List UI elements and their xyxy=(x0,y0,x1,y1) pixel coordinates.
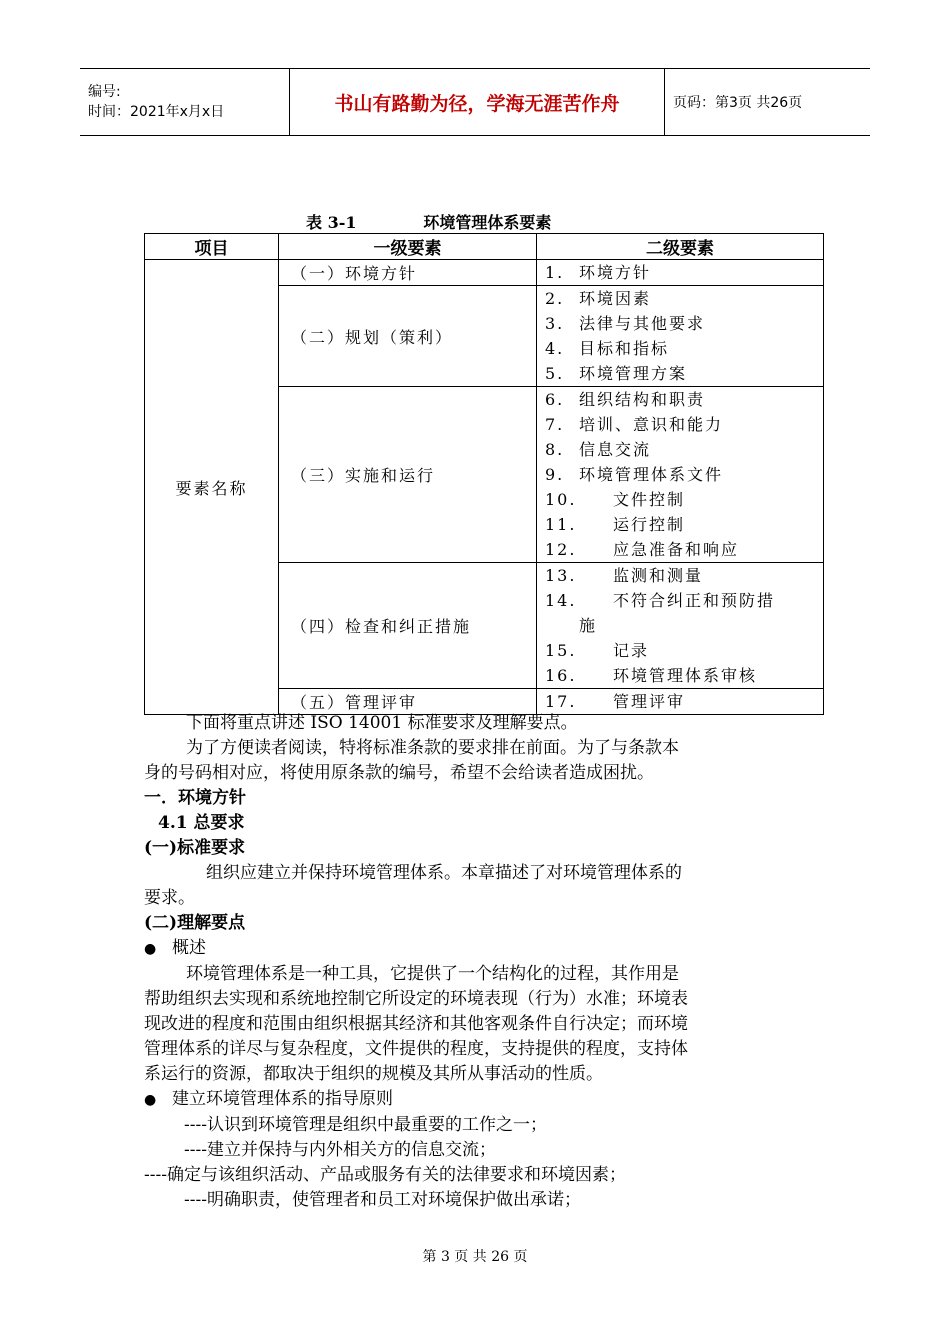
header-level1: 一级要素 xyxy=(279,234,537,260)
dash-item: ----建立并保持与内外相关方的信息交流； xyxy=(184,1140,496,1160)
level2-cell xyxy=(537,260,824,286)
paragraph: 管理体系的详尽与复杂程度，文件提供的程度，支持提供的程度，支持体 xyxy=(144,1039,688,1059)
list-item: 2. 环境因素 xyxy=(545,289,652,308)
paragraph: 身的号码相对应，将使用原条款的编号，希望不会给读者造成困扰。 xyxy=(144,763,654,783)
paragraph: 帮助组织去实现和系统地控制它所设定的环境表现（行为）水准；环境表 xyxy=(144,989,688,1009)
header-level2: 二级要素 xyxy=(537,234,824,260)
dash-item: ----确定与该组织活动、产品或服务有关的法律要求和环境因素； xyxy=(144,1165,626,1185)
header-project: 项目 xyxy=(145,234,279,260)
list-item: 9. 环境管理体系文件 xyxy=(545,465,724,484)
list-item: 16. 环境管理体系审核 xyxy=(545,666,758,685)
list-item: 8. 信息交流 xyxy=(545,440,652,459)
paragraph: 现改进的程度和范围由组织根据其经济和其他客观条件自行决定；而环境 xyxy=(144,1014,688,1034)
table-title: 表 3-1 环境管理体系要素 xyxy=(306,213,552,232)
elements-table xyxy=(144,233,824,715)
bullet-item: ● 概述 xyxy=(144,936,824,962)
time-label: 时间：2021年x月x日 xyxy=(88,104,225,120)
level2-cell xyxy=(537,286,824,387)
list-item: 11. 运行控制 xyxy=(545,515,686,534)
subsection-heading: 4.1 总要求 xyxy=(158,813,245,833)
list-item: 14. 不符合纠正和预防措 xyxy=(545,591,776,610)
list-item: 1. 环境方针 xyxy=(545,263,652,282)
list-item: 6. 组织结构和职责 xyxy=(545,390,706,409)
list-item: 17. 管理评审 xyxy=(545,692,686,711)
list-item: 12. 应急准备和响应 xyxy=(545,540,740,559)
table-header-row xyxy=(145,234,824,260)
section-heading: 一．环境方针 xyxy=(144,788,246,808)
bullet-item: ● 建立环境管理体系的指导原则 xyxy=(144,1087,824,1113)
header-page-info: 页码：第3页 共26页 xyxy=(665,69,871,136)
list-item: 7. 培训、意识和能力 xyxy=(545,415,724,434)
subsection-heading: (一)标准要求 xyxy=(144,838,246,858)
header-motto: 书山有路勤为径，学海无涯苦作舟 xyxy=(290,69,665,136)
number-label: 编号: xyxy=(88,84,121,100)
level1-cell: （五）管理评审 xyxy=(279,689,537,715)
paragraph: 要求。 xyxy=(144,888,195,908)
list-item: 5. 环境管理方案 xyxy=(545,364,688,383)
paragraph: 为了方便读者阅读，特将标准条款的要求排在前面。为了与条款本 xyxy=(186,738,679,758)
level1-cell: （三）实施和运行 xyxy=(279,387,537,563)
subsection-heading: (二)理解要点 xyxy=(144,913,246,933)
level1-cell: （一）环境方针 xyxy=(279,260,537,286)
dash-item: ----认识到环境管理是组织中最重要的工作之一； xyxy=(184,1115,547,1135)
bullet-icon: ● xyxy=(144,941,157,957)
category-cell: 要素名称 xyxy=(145,260,279,715)
list-item: 3. 法律与其他要求 xyxy=(545,314,706,333)
list-item: 10. 文件控制 xyxy=(545,490,686,509)
dash-item: ----明确职责，使管理者和员工对环境保护做出承诺； xyxy=(184,1190,581,1210)
level2-cell xyxy=(537,387,824,563)
list-item: 4. 目标和指标 xyxy=(545,339,670,358)
list-item: 13. 监测和测量 xyxy=(545,566,704,585)
list-item: 15. 记录 xyxy=(545,641,650,660)
header-meta xyxy=(80,69,290,136)
level2-cell xyxy=(537,563,824,689)
body-text xyxy=(144,711,824,1213)
paragraph: 组织应建立并保持环境管理体系。本章描述了对环境管理体系的 xyxy=(206,863,682,883)
table-row xyxy=(145,260,824,286)
level1-cell: （四）检查和纠正措施 xyxy=(279,563,537,689)
page-footer: 第 3 页 共 26 页 xyxy=(422,1249,528,1265)
paragraph: 环境管理体系是一种工具，它提供了一个结构化的过程，其作用是 xyxy=(186,964,679,984)
paragraph: 系运行的资源，都取决于组织的规模及其所从事活动的性质。 xyxy=(144,1064,603,1084)
level1-cell: （二）规划（策利） xyxy=(279,286,537,387)
bullet-icon: ● xyxy=(144,1092,157,1108)
page-header xyxy=(80,68,870,136)
paragraph: 下面将重点讲述 ISO 14001 标准要求及理解要点。 xyxy=(186,713,578,733)
list-item-continuation: 施 xyxy=(579,616,598,635)
